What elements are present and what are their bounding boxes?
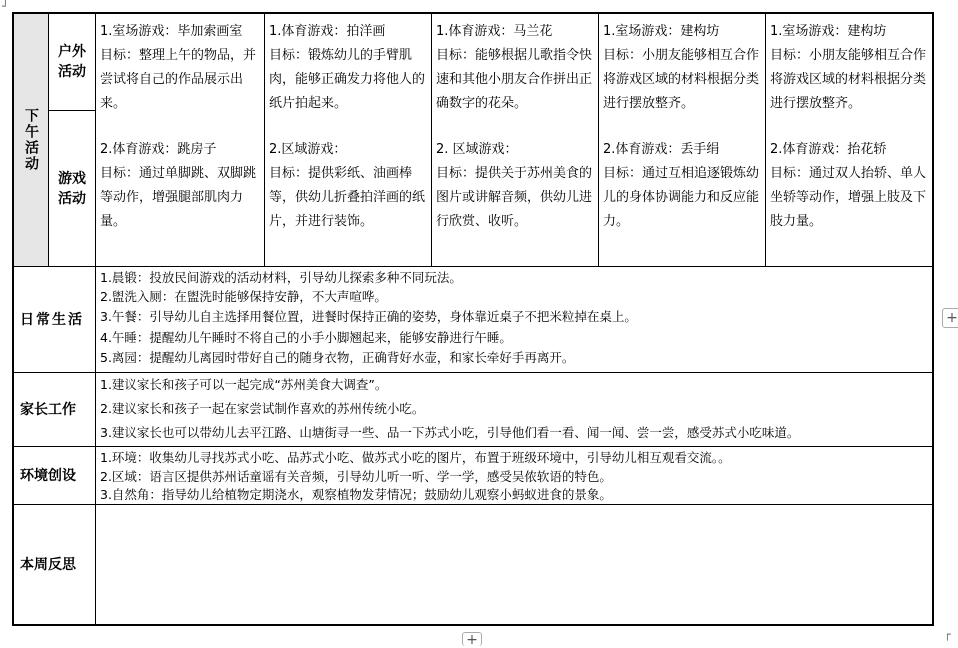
activity-top-title: 1.体育游戏：马兰花 bbox=[436, 24, 553, 39]
activity-top-title: 1.体育游戏：拍洋画 bbox=[269, 24, 386, 39]
grid-line bbox=[95, 14, 96, 624]
afternoon-section-label: 下午活动 bbox=[23, 108, 39, 172]
activity-top-goal: 目标：能够根据儿歌指令快速和其他小朋友合作拼出正确数字的花朵。 bbox=[436, 48, 593, 111]
daily-item: 5.离园：提醒幼儿离园时带好自己的随身衣物，正确背好水壶，和家长牵好手再离开。 bbox=[100, 350, 575, 365]
activity-top-title: 1.室场游戏：建构坊 bbox=[770, 24, 887, 39]
daily-item: 4.午睡：提醒幼儿午睡时不将自己的小手小脚翘起来，能够安静进行午睡。 bbox=[100, 329, 512, 345]
parent-item: 2.建议家长和孩子一起在家尝试制作喜欢的苏州传统小吃。 bbox=[100, 401, 425, 416]
activity-bottom-goal: 目标：通过双人抬轿、单人坐轿等动作，增强上肢及下肢力量。 bbox=[770, 166, 927, 229]
parent-item: 1.建议家长和孩子可以一起完成“苏州美食大调查”。 bbox=[100, 377, 388, 392]
game-activity-label-cell bbox=[49, 111, 95, 266]
activity-bottom-title: 2.体育游戏：抬花轿 bbox=[770, 142, 887, 157]
activity-top-goal: 目标：锻炼幼儿的手臂肌肉，能够正确发力将他人的纸片拍起来。 bbox=[269, 48, 426, 111]
activity-cell-day-3[interactable] bbox=[432, 14, 598, 266]
plus-icon: + bbox=[466, 631, 478, 648]
daily-life-label-cell bbox=[14, 267, 95, 372]
activity-cell-day-5[interactable] bbox=[766, 14, 932, 266]
page-corner-mark-bottom-right: ┌ bbox=[944, 628, 951, 641]
daily-item: 1.晨锻：投放民间游戏的活动材料，引导幼儿探索多种不同玩法。 bbox=[100, 270, 462, 285]
activity-bottom-goal: 目标：通过互相追逐锻炼幼儿的身体协调能力和反应能力。 bbox=[603, 166, 760, 229]
activity-top-goal: 目标：小朋友能够相互合作将游戏区域的材料根据分类进行摆放整齐。 bbox=[770, 48, 927, 111]
activity-bottom-title: 2.体育游戏：跳房子 bbox=[100, 142, 217, 157]
weekly-plan-table bbox=[12, 12, 934, 626]
grid-line bbox=[48, 110, 96, 111]
activity-cell-day-2[interactable] bbox=[265, 14, 431, 266]
environment-content[interactable] bbox=[96, 447, 932, 504]
activity-bottom-goal: 目标：提供彩纸、油画棒等，供幼儿折叠拍洋画的纸片，并进行装饰。 bbox=[269, 166, 426, 229]
game-activity-label: 游戏活动 bbox=[58, 170, 86, 207]
activity-bottom-title: 2.区域游戏： bbox=[269, 142, 347, 157]
reflection-label-cell bbox=[14, 505, 95, 624]
grid-line bbox=[431, 14, 432, 267]
grid-line bbox=[264, 14, 265, 267]
outdoor-activity-label-cell bbox=[49, 14, 95, 110]
grid-line bbox=[14, 266, 932, 267]
activity-bottom-goal: 目标：通过单脚跳、双脚跳等动作，增强腿部肌肉力量。 bbox=[100, 166, 257, 229]
grid-line bbox=[598, 14, 599, 267]
parent-work-label-cell bbox=[14, 373, 95, 446]
page-corner-mark-top-left: ┘ bbox=[2, 0, 9, 13]
parent-work-content[interactable] bbox=[96, 373, 932, 446]
grid-line bbox=[765, 14, 766, 267]
parent-item: 3.建议家长也可以带幼儿去平江路、山塘街寻一些、品一下苏式小吃，引导他们看一看、闻一闻、尝一尝，感受苏式小吃味道。 bbox=[100, 425, 800, 440]
environment-label-cell bbox=[14, 447, 95, 504]
activity-cell-day-1[interactable] bbox=[96, 14, 264, 266]
environment-item: 2.区域：语言区提供苏州话童谣有关音频，引导幼儿听一听、学一学，感受吴侬软语的特色。 bbox=[100, 468, 612, 484]
environment-item: 3.自然角：指导幼儿给植物定期浇水，观察植物发芽情况；鼓励幼儿观察小蚂蚁进食的景象。 bbox=[100, 487, 612, 502]
grid-line bbox=[14, 372, 932, 373]
daily-item: 3.午餐：引导幼儿自主选择用餐位置，进餐时保持正确的姿势，身体靠近桌子不把米粒掉在桌上。 bbox=[100, 309, 637, 324]
daily-item: 2.盥洗入厕：在盥洗时能够保持安静，不大声喧哗。 bbox=[100, 288, 387, 304]
activity-top-goal: 目标：整理上午的物品，并尝试将自己的作品展示出来。 bbox=[100, 48, 257, 111]
outdoor-activity-label: 户外活动 bbox=[58, 44, 86, 80]
grid-line bbox=[48, 14, 49, 267]
parent-work-label: 家长工作 bbox=[20, 401, 76, 418]
grid-line bbox=[14, 504, 932, 505]
activity-bottom-title: 2. 区域游戏： bbox=[436, 142, 518, 157]
afternoon-section-label-cell bbox=[14, 14, 48, 266]
daily-life-label: 日常生活 bbox=[20, 311, 84, 328]
activity-top-title: 1.室场游戏：建构坊 bbox=[603, 24, 720, 39]
environment-item: 1.环境：收集幼儿寻找苏式小吃、品苏式小吃、做苏式小吃的图片，布置于班级环境中，引导幼儿相互观看交流。。 bbox=[100, 450, 731, 465]
add-column-button[interactable] bbox=[942, 308, 958, 328]
activity-top-title: 1.室场游戏：毕加索画室 bbox=[100, 24, 243, 39]
plus-icon: + bbox=[946, 310, 958, 326]
activity-cell-day-4[interactable] bbox=[599, 14, 765, 266]
activity-top-goal: 目标：小朋友能够相互合作将游戏区域的材料根据分类进行摆放整齐。 bbox=[603, 48, 760, 111]
reflection-content[interactable] bbox=[96, 505, 932, 624]
environment-label: 环境创设 bbox=[20, 467, 76, 484]
activity-bottom-goal: 目标：提供关于苏州美食的图片或讲解音频，供幼儿进行欣赏、收听。 bbox=[436, 166, 593, 229]
grid-line bbox=[14, 446, 932, 447]
reflection-label: 本周反思 bbox=[20, 556, 76, 573]
daily-life-content[interactable] bbox=[96, 267, 932, 372]
activity-bottom-title: 2.体育游戏：丢手绢 bbox=[603, 142, 720, 157]
